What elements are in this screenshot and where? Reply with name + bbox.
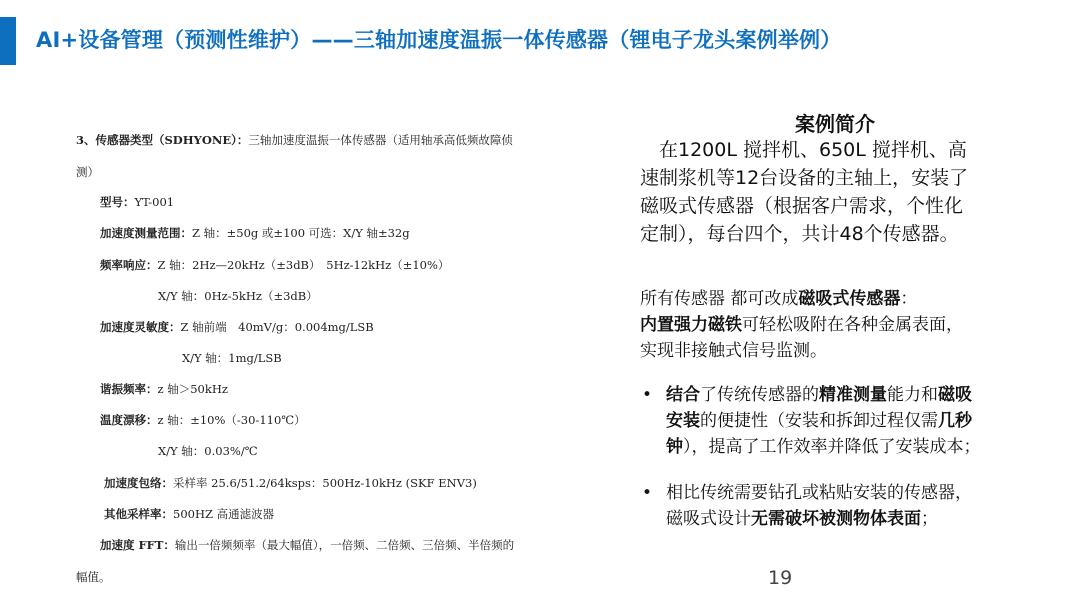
spec-line-fft-cont: 幅值。 [76,570,111,584]
title-accent-bar [0,17,16,65]
intro-line: 在1200L 搅拌机、650L 搅拌机、高 [640,139,967,161]
spec-sheet-image [62,118,542,593]
spec-line-model: 型号：YT-001 [100,195,175,209]
spec-line-other-sampling: 其他采样率：500HZ 高通滤波器 [104,507,275,521]
spec-line-drift: 温度漂移：z 轴：±10%（-30-110℃） [100,413,306,427]
spec-line-fft: 加速度 FFT：输出一倍频频率（最大幅值），一倍频、二倍频、三倍频、半倍频的 [100,538,515,552]
spec-line-envelope: 加速度包络：采样率 25.6/51.2/64ksps：500Hz-10kHz (SKF ENV3) [104,476,477,490]
intro-line: 定制），每台四个，共计48个传感器。 [640,223,959,245]
para-line: 实现非接触式信号监测。 [640,341,827,361]
intro-line: 磁吸式传感器（根据客户需求，个性化 [640,195,964,217]
spec-line-freq-xy: X/Y 轴：0Hz-5kHz（±3dB） [158,289,318,303]
spec-line-range: 加速度测量范围：Z 轴：±50g 或±100 可选：X/Y 轴±32g [100,226,410,240]
case-intro-heading: 案例简介 [795,112,875,136]
advantages-list [640,382,1060,532]
para-line: 所有传感器 都可改成磁吸式传感器： [640,289,918,309]
spec-line-type-cont: 测） [76,165,99,179]
spec-line-freq: 频率响应：Z 轴：2Hz—20kHz（±3dB） 5Hz-12kHz（±10%） [100,258,450,272]
intro-line: 速制浆机等12台设备的主轴上，安装了 [640,167,969,189]
spec-line-resonance: 谐振频率：z 轴＞50kHz [100,382,228,396]
magnetic-sensor-paragraph [640,286,1060,364]
page-number: 19 [768,567,793,589]
list-item: • 相比传统需要钻孔或粘贴安装的传感器， 磁吸式设计无需破坏被测物体表面； [640,480,1060,532]
spec-line-drift-xy: X/Y 轴：0.03%/℃ [158,444,258,458]
spec-line-sensitivity: 加速度灵敏度：Z 轴前端 40mV/g：0.004mg/LSB [100,320,374,334]
spec-line-sensitivity-xy: X/Y 轴：1mg/LSB [182,351,282,365]
bullet-icon: • [642,385,653,405]
para-line: 内置强力磁铁可轻松吸附在各种金属表面， [640,315,963,335]
slide-title: AI+设备管理（预测性维护）——三轴加速度温振一体传感器（锂电子龙头案例举例） [36,28,842,52]
list-item: • 结合了传统传感器的精准测量能力和磁吸 安装的便捷性（安装和拆卸过程仅需几秒 钟），提高了工作效率并降低了安装成本； [640,382,1060,460]
bullet-icon: • [642,483,653,503]
spec-line-type: 3、传感器类型（SDHYONE）：三轴加速度温振一体传感器（适用轴承高低频故障侦 [76,133,513,147]
case-intro-text [640,136,1040,248]
